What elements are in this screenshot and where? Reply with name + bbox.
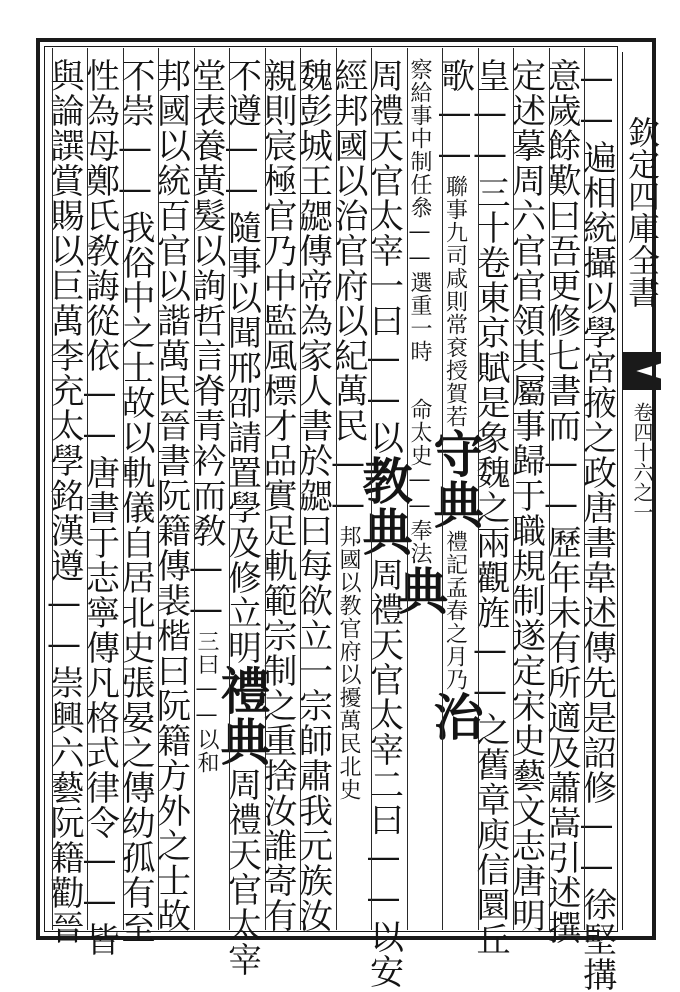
column-rule [584, 48, 585, 930]
text-column [541, 58, 584, 945]
column-rule [52, 48, 53, 930]
text-column [212, 58, 272, 977]
text-column [150, 58, 194, 933]
text-column [576, 58, 620, 992]
body-text: 與論譔賞賜以巨萬李充太學銘漢遵——崇興六藝阮籍勸晉 [44, 58, 84, 945]
body-text: 經邦國以治官府以紀萬民—— [328, 58, 368, 525]
column-rule [549, 48, 550, 930]
column-rule [194, 48, 195, 930]
column-rule [371, 48, 372, 930]
fishtail-mark-icon [623, 352, 661, 390]
text-column [115, 58, 158, 945]
heading-character: 典 [425, 479, 485, 530]
body-text: 魏彭城王勰傳帝為家人書於勰曰每欲立一宗師肅我元族汝 [292, 58, 333, 933]
body-text: ——遍相統攝以學宮掖之政唐書韋述傳先是詔修——徐堅搆 [576, 58, 617, 992]
annotation-text: 察給事中制任叅——選重一時 [407, 58, 432, 363]
column-rule [442, 48, 443, 930]
annotation-text: 邦國以教官府以擾萬民北史 [336, 525, 361, 801]
text-column [44, 58, 87, 945]
text-column [425, 58, 485, 926]
text-column [505, 58, 549, 933]
annotation-text: 三曰——以和 [194, 630, 219, 774]
body-text: 定述摹周六官官領其屬事歸于職規制遂定宋史藝文志唐明 [505, 58, 546, 933]
text-column [292, 58, 336, 933]
text-column [79, 58, 123, 957]
column-rule [265, 48, 266, 930]
column-rule [87, 48, 88, 930]
body-text: 堂表養黃髮以詢哲言脊青衿而敎—— [186, 58, 226, 630]
body-text: 歌—— [434, 58, 475, 175]
page-margin [622, 52, 661, 930]
body-text: 周禮天官太宰二曰——以安 [363, 557, 404, 989]
volume-label: 卷四十六之一 [630, 402, 654, 522]
annotation-text: 命太史——奉法 [407, 398, 432, 565]
heading-character: 教 [354, 455, 414, 506]
body-text: 性為母鄭氏敎誨從依——唐書于志寧傳凡格式律令——皆 [79, 58, 120, 957]
annotation-text: 聯事九司咸則常袞授賀若 [442, 175, 468, 428]
book-title: 欽定四庫全書 [623, 116, 661, 308]
body-text: 親則宸極官乃中監風標才品實足軌範宗制之重捨汝誰寄有 [257, 58, 297, 933]
column-rule [336, 48, 337, 930]
body-text: 周禮天官太宰 [221, 767, 262, 977]
text-column [328, 58, 371, 926]
text-column [186, 58, 229, 926]
body-text: 意歲餘歎曰吾更修七書而——歷年未有所適及蕭嵩引述撰 [541, 58, 581, 945]
heading-character: 守 [425, 428, 485, 479]
heading-character: 典 [212, 716, 272, 767]
body-text: 邦國以統百官以諧萬民晉書阮籍傳裴楷曰阮籍方外之士故 [150, 58, 191, 933]
column-rule [300, 48, 301, 930]
body-text: 皇——三十卷東京賦是象魏之兩觀旌——之舊章庾信圜丘 [470, 58, 510, 957]
heading-character: 典 [390, 565, 449, 616]
body-text: 不崇——我俗中之士故以軌儀自居北史張晏之傳幼孤有至 [115, 58, 155, 945]
column-rule [123, 48, 124, 930]
text-column [257, 58, 300, 933]
column-rule [513, 48, 514, 930]
body-text: 周禮天官太宰一曰——以 [363, 58, 404, 455]
column-rule [158, 48, 159, 930]
column-rule [229, 48, 230, 930]
annotation-text: 禮記孟春之月乃 [442, 530, 468, 691]
heading-character: 治 [425, 691, 485, 742]
body-text: 不遵——隨事以聞邢卲請置學及修立明 [221, 58, 262, 665]
heading-character: 禮 [212, 665, 272, 716]
heading-character: 典 [354, 506, 414, 557]
text-column [354, 58, 414, 989]
